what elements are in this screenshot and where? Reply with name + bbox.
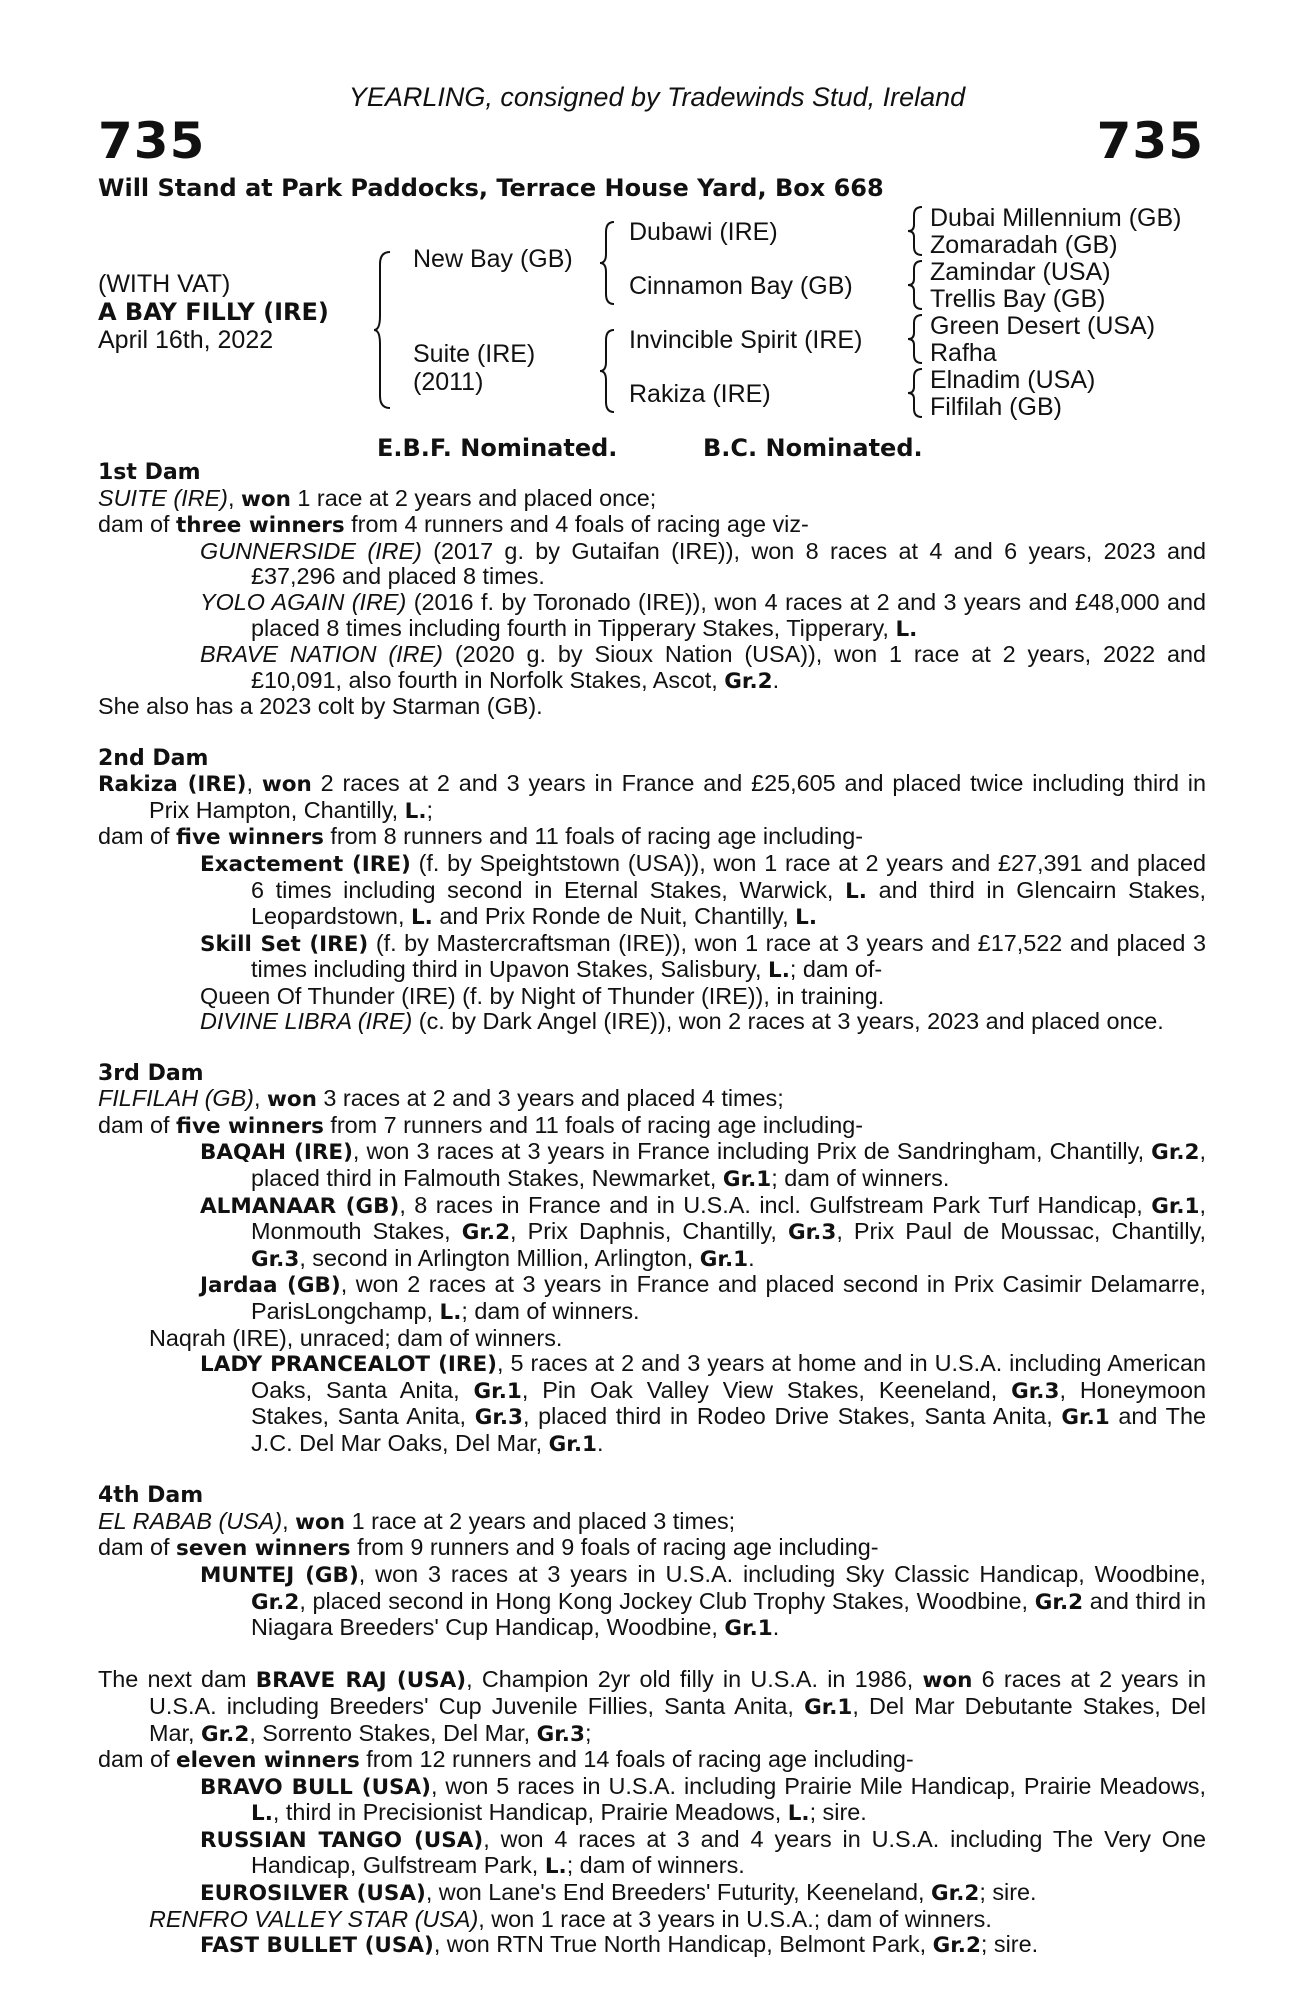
grade: L.: [251, 1801, 273, 1827]
produce-name: GUNNERSIDE (IRE): [200, 537, 422, 564]
lot-number-right: 735: [1096, 112, 1204, 170]
first-dam-heading: 1st Dam: [98, 460, 201, 485]
produce-text: , Prix Paul de Moussac, Chantilly,: [836, 1218, 1206, 1245]
grade: Gr.2: [1151, 1140, 1200, 1166]
text: from 8 runners and 11 foals of racing age including-: [323, 823, 864, 850]
produce-name: FAST BULLET (USA): [200, 1933, 434, 1959]
grade: Gr.1: [548, 1431, 597, 1457]
pedigree-brace-g2: [906, 259, 926, 311]
grade: L.: [410, 905, 433, 931]
dam-name: BRAVE RAJ (USA): [255, 1668, 467, 1694]
produce-name: BAQAH (IRE): [200, 1140, 353, 1166]
grade: Gr.2: [461, 1220, 511, 1246]
record-text: 1 race at 2 years and placed 3 times;: [345, 1507, 736, 1534]
second-dam-produce-summary: [98, 824, 1206, 851]
produce-text: , placed second in Hong Kong Jockey Club Trophy Stakes, Woodbine,: [299, 1587, 1035, 1614]
third-dam-produce-summary: [98, 1113, 1206, 1140]
won-label: won: [922, 1668, 973, 1694]
vat-note: (WITH VAT): [98, 270, 231, 298]
ggp-6: Rafha: [930, 339, 997, 367]
grade: Gr.1: [699, 1246, 749, 1272]
produce-entry: [98, 539, 1206, 590]
text: .: [772, 1614, 780, 1641]
grade: L.: [404, 798, 427, 824]
text: dam of: [98, 511, 177, 538]
produce-note: She also has a 2023 colt by Starman (GB).: [98, 693, 543, 720]
catalogue-body: [98, 460, 1206, 1959]
produce-text: , Monmouth Stakes,: [251, 1191, 1206, 1245]
produce-name: Jardaa (GB): [200, 1273, 341, 1299]
produce-text: (2020 g. by Sioux Nation (USA)), won 1 race at 2 years, 2022 and £10,091, also fourth in Norfolk Stakes, Ascot,: [251, 641, 1206, 693]
text: The next dam: [98, 1666, 256, 1693]
text: , Champion 2yr old filly in U.S.A. in 1986,: [466, 1666, 923, 1693]
text: ;: [426, 796, 434, 823]
pedigree-brace-g4: [906, 367, 926, 419]
produce-name: Exactement (IRE): [200, 851, 411, 877]
text: , Del Mar Debutante Stakes, Del Mar,: [149, 1692, 1206, 1746]
grade: L.: [787, 1801, 810, 1827]
produce-text: (2016 f. by Toronado (IRE)), won 4 races at 2 and 3 years and £48,000 and placed 8 times including fourth in Tipperary Stakes, Tipperary,: [251, 588, 1206, 641]
produce-text: , 8 races in France and in U.S.A. incl. Gulfstream Park Turf Handicap,: [399, 1191, 1152, 1218]
produce-name: EUROSILVER (USA): [200, 1881, 426, 1907]
text: .: [748, 1244, 755, 1271]
text: 6 races at 2 years in U.S.A. including Breeders' Cup Juvenile Fillies, Santa Anita,: [149, 1666, 1206, 1719]
pedigree-brace-dam: [598, 328, 618, 414]
grade: Gr.3: [536, 1721, 585, 1747]
bc-nomination: B.C. Nominated.: [703, 434, 923, 462]
grade: Gr.2: [931, 1881, 980, 1907]
consignor-line: YEARLING, consigned by Tradewinds Stud, Ireland: [348, 82, 966, 112]
produce-text: , won 4 races at 3 and 4 years in U.S.A. including The Very One Handicap, Gulfstream Park,: [251, 1825, 1206, 1879]
produce-text: , Pin Oak Valley View Stakes, Keeneland,: [521, 1376, 1012, 1403]
fourth-dam-heading: 4th Dam: [98, 1483, 204, 1509]
horse-name: A BAY FILLY (IRE): [98, 298, 329, 326]
produce-entry: [98, 1827, 1206, 1880]
record-text: 1 race at 2 years and placed once;: [290, 484, 657, 511]
produce-entry: [98, 851, 1206, 931]
grade: L.: [845, 878, 867, 904]
produce-name: BRAVE NATION (IRE): [200, 641, 443, 668]
dam-name: SUITE (IRE): [98, 484, 228, 511]
produce-entry: [98, 1562, 1206, 1642]
granddam-2: Rakiza (IRE): [629, 380, 771, 408]
produce-name: YOLO AGAIN (IRE): [200, 588, 407, 615]
won-label: won: [261, 772, 312, 798]
dam-name: Rakiza (IRE): [98, 772, 247, 798]
dam-name: EL RABAB (USA): [98, 1507, 283, 1534]
winners-count: three winners: [176, 513, 345, 539]
granddam-1: Cinnamon Bay (GB): [629, 272, 853, 300]
grade: L.: [439, 1300, 462, 1325]
grade: L.: [895, 616, 918, 642]
next-dam-produce-summary: [98, 1747, 1206, 1774]
lot-number-left: 735: [98, 112, 206, 170]
dam-name: Suite (IRE): [413, 340, 536, 368]
text: from 12 runners and 14 foals of racing age including-: [359, 1746, 914, 1773]
produce-text: , second in Arlington Million, Arlington,: [299, 1244, 700, 1271]
produce-text: , won 2 races at 3 years in France and placed second in Prix Casimir Delamarre, ParisLongchamp,: [251, 1271, 1206, 1324]
sire-name: New Bay (GB): [413, 245, 573, 273]
produce-text: , placed third in Falmouth Stakes, Newmarket,: [251, 1138, 1206, 1192]
grand-produce-entry: [98, 1351, 1206, 1457]
second-dam-record: Rakiza (IRE), won 2 races at 2 and 3 years in France and £25,605 and placed twice including third in Prix Hampton, Chantilly, L.;: [98, 770, 1207, 824]
ebf-nomination: E.B.F. Nominated.: [377, 434, 618, 462]
produce-text: (2017 g. by Gutaifan (IRE)), won 8 races at 4 and 6 years, 2023 and £37,296 and placed 8 times.: [251, 537, 1206, 590]
fourth-dam-record: EL RABAB (USA), won 1 race at 2 years and placed 3 times;: [98, 1507, 736, 1535]
ggp-8: Filfilah (GB): [930, 393, 1062, 421]
grandsire-2: Invincible Spirit (IRE): [629, 326, 863, 354]
produce-name: BRAVO BULL (USA): [200, 1774, 431, 1800]
ggp-2: Zomaradah (GB): [930, 231, 1118, 259]
grade: Gr.2: [201, 1721, 250, 1747]
grand-produce-entry: Queen Of Thunder (IRE) (f. by Night of Thunder (IRE)), in training.: [200, 982, 885, 1009]
won-label: won: [295, 1509, 346, 1535]
produce-text: , won 3 races at 3 years in France including Prix de Sandringham, Chantilly,: [352, 1138, 1152, 1165]
produce-text: ; dam of winners.: [461, 1298, 640, 1324]
produce-text: , 5 races at 2 and 3 years at home and in U.S.A. including American Oaks, Santa Anita,: [251, 1350, 1207, 1403]
produce-text: ; sire.: [980, 1931, 1039, 1958]
ggp-5: Green Desert (USA): [930, 312, 1156, 340]
produce-name: RENFRO VALLEY STAR (USA): [149, 1905, 479, 1932]
won-label: won: [266, 1087, 317, 1113]
grade: Gr.1: [473, 1378, 522, 1404]
foaling-date: April 16th, 2022: [98, 326, 274, 354]
produce-text: (f. by Mastercraftsman (IRE)), won 1 race at 3 years and £17,522 and placed 3 times including third in Upavon Stakes, Salisbury,: [251, 929, 1206, 983]
text: dam of: [98, 823, 177, 850]
grand-produce-entry: [98, 1932, 1206, 1959]
grade: Gr.2: [251, 1589, 300, 1615]
produce-text: ; sire.: [979, 1879, 1037, 1906]
produce-entry: [98, 1009, 1206, 1035]
pedigree-brace-g1: [906, 205, 926, 257]
produce-entry: [98, 642, 1206, 694]
produce-entry: [98, 1907, 1206, 1933]
third-dam-heading: 3rd Dam: [98, 1060, 204, 1086]
text: , Sorrento Stakes, Del Mar,: [249, 1719, 537, 1746]
fourth-dam-produce-summary: [98, 1535, 1206, 1562]
produce-name: RUSSIAN TANGO (USA): [200, 1827, 484, 1853]
ggp-1: Dubai Millennium (GB): [930, 204, 1182, 232]
produce-text: and Prix Ronde de Nuit, Chantilly,: [432, 903, 796, 930]
produce-name: ALMANAAR (GB): [200, 1193, 400, 1219]
grade: Gr.3: [251, 1246, 300, 1272]
produce-name: MUNTEJ (GB): [200, 1562, 359, 1588]
pedigree-brace-sire: [598, 220, 618, 306]
grade: Gr.3: [474, 1405, 523, 1431]
grade: Gr.1: [804, 1694, 853, 1720]
first-dam-record: SUITE (IRE), won 1 race at 2 years and placed once;: [98, 484, 657, 512]
produce-text: ; dam of-: [789, 956, 883, 983]
record-text: 2 races at 2 and 3 years in France and £25,605 and placed twice including third in Prix Hampton, Chantilly,: [149, 770, 1207, 823]
produce-text: , placed third in Rodeo Drive Stakes, Santa Anita,: [523, 1403, 1062, 1430]
text: from 7 runners and 11 foals of racing age including-: [323, 1111, 864, 1138]
produce-text: , won 3 races at 3 years in U.S.A. including Sky Classic Handicap, Woodbine,: [358, 1560, 1206, 1587]
grade: Gr.2: [724, 668, 773, 694]
winners-count: five winners: [176, 1113, 324, 1139]
ggp-4: Trellis Bay (GB): [930, 285, 1106, 313]
produce-text: (f. by Speightstown (USA)), won 1 race at 2 years and £27,391 and placed 6 times including second in Eternal Stakes, Warwick,: [251, 849, 1206, 903]
grade: L.: [795, 905, 818, 931]
produce-text: and third in Niagara Breeders' Cup Handicap, Woodbine,: [251, 1587, 1206, 1641]
winners-count: seven winners: [176, 1536, 351, 1562]
ggp-7: Elnadim (USA): [930, 366, 1096, 394]
text: from 9 runners and 9 foals of racing age including-: [350, 1534, 879, 1561]
grade: Gr.1: [724, 1616, 773, 1642]
dam-name: FILFILAH (GB): [98, 1085, 254, 1112]
produce-text: , won 1 race at 3 years in U.S.A.; dam of winners.: [478, 1905, 992, 1932]
first-dam-produce-summary: [98, 512, 1206, 539]
produce-entry: Naqrah (IRE), unraced; dam of winners.: [149, 1324, 563, 1351]
produce-text: and third in Glencairn Stakes, Leopardstown,: [251, 876, 1206, 930]
stand-location: Will Stand at Park Paddocks, Terrace House Yard, Box 668: [98, 174, 884, 202]
grand-produce-entry: [98, 1193, 1206, 1273]
produce-text: ; sire.: [809, 1799, 867, 1826]
dam-year: (2011): [413, 368, 484, 396]
produce-text: , won RTN True North Handicap, Belmont Park,: [433, 1931, 933, 1958]
grandsire-1: Dubawi (IRE): [629, 218, 778, 246]
produce-name: LADY PRANCEALOT (IRE): [200, 1352, 497, 1378]
text: from 4 runners and 4 foals of racing age viz-: [344, 511, 809, 538]
text: ;: [584, 1719, 592, 1746]
produce-text: , won 5 races in U.S.A. including Prairie Mile Handicap, Prairie Meadows,: [430, 1772, 1206, 1799]
text: dam of: [98, 1534, 177, 1561]
produce-text: , third in Precisionist Handicap, Prairie Meadows,: [272, 1799, 788, 1826]
produce-text: (c. by Dark Angel (IRE)), won 2 races at 3 years, 2023 and placed once.: [412, 1008, 1164, 1035]
produce-text: and The J.C. Del Mar Oaks, Del Mar,: [251, 1403, 1206, 1456]
grade: L.: [544, 1854, 567, 1880]
produce-text: ; dam of winners.: [566, 1852, 745, 1879]
produce-text: , Prix Daphnis, Chantilly,: [510, 1218, 788, 1245]
pedigree-brace-g3: [906, 313, 926, 365]
second-dam-heading: 2nd Dam: [98, 745, 209, 771]
grade: Gr.2: [932, 1933, 981, 1959]
produce-entry: [98, 590, 1206, 642]
produce-entry: [98, 1139, 1206, 1192]
produce-name: DIVINE LIBRA (IRE): [200, 1008, 413, 1035]
produce-entry: [98, 931, 1206, 984]
record-text: 3 races at 2 and 3 years and placed 4 times;: [316, 1085, 784, 1112]
text: dam of: [98, 1746, 177, 1773]
grade: Gr.1: [1061, 1405, 1110, 1431]
produce-text: ; dam of winners.: [771, 1165, 950, 1192]
grade: Gr.1: [722, 1167, 772, 1193]
produce-text: , Honeymoon Stakes, Santa Anita,: [251, 1376, 1206, 1430]
won-label: won: [240, 486, 291, 512]
produce-entry: [98, 1774, 1206, 1827]
grade: Gr.3: [788, 1220, 837, 1246]
text: .: [596, 1429, 604, 1456]
grade: Gr.1: [1151, 1193, 1200, 1219]
winners-count: five winners: [176, 825, 324, 851]
grand-produce-entry: [98, 1880, 1206, 1907]
grade: Gr.3: [1011, 1378, 1060, 1404]
text: .: [772, 666, 780, 693]
pedigree-brace-main: [372, 250, 396, 410]
grade: L.: [768, 958, 790, 984]
winners-count: eleven winners: [176, 1748, 360, 1774]
next-dam-record: [98, 1667, 1206, 1747]
text: dam of: [98, 1111, 177, 1138]
produce-entry: [98, 1272, 1206, 1325]
ggp-3: Zamindar (USA): [930, 258, 1111, 286]
produce-name: Skill Set (IRE): [200, 931, 369, 957]
produce-text: , won Lane's End Breeders' Futurity, Keeneland,: [425, 1879, 932, 1906]
grade: Gr.2: [1034, 1589, 1084, 1615]
third-dam-record: FILFILAH (GB), won 3 races at 2 and 3 years and placed 4 times;: [98, 1085, 784, 1113]
